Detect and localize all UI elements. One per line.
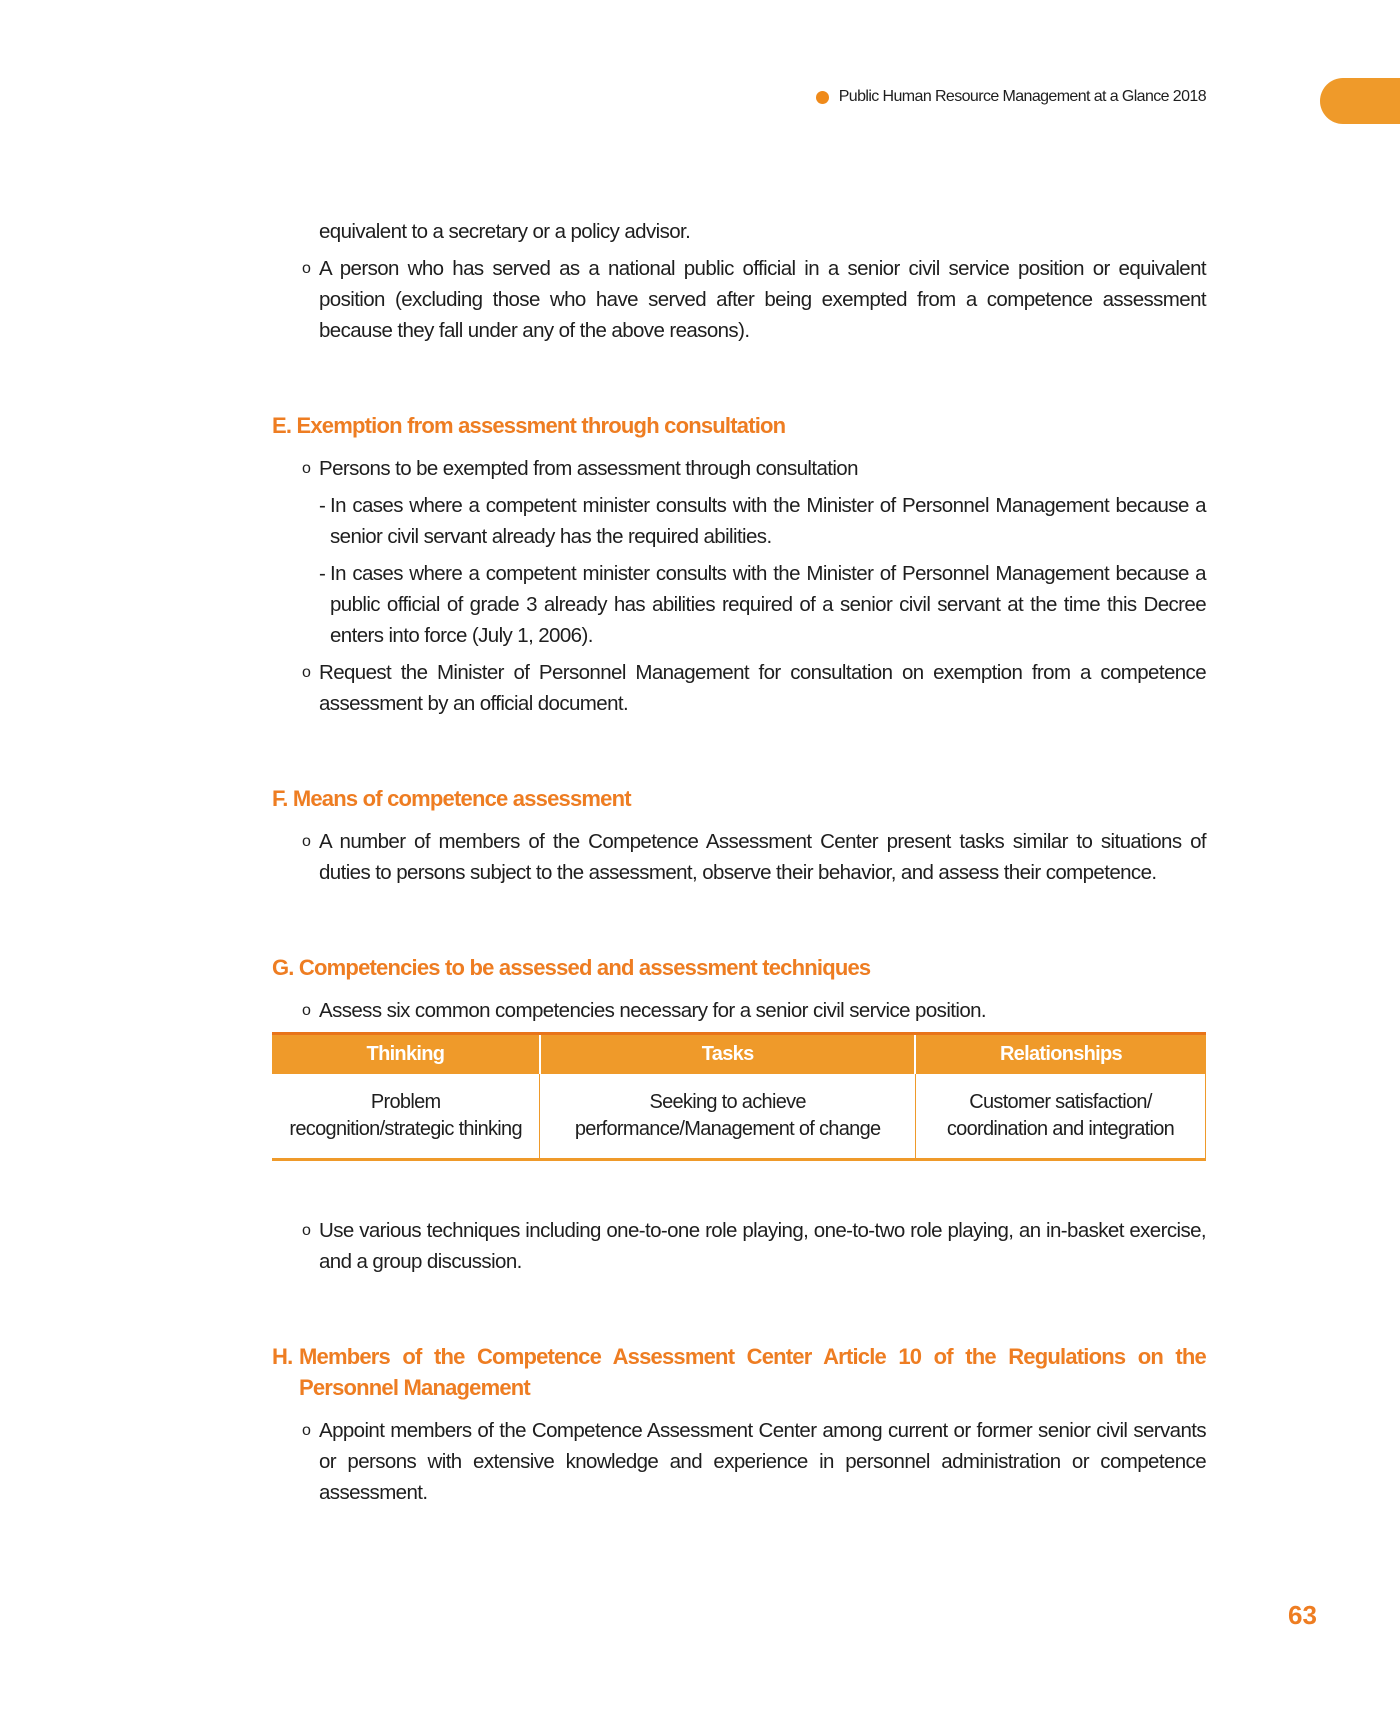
- competencies-table: [272, 1032, 1206, 1161]
- list-item: o Appoint members of the Competence Assessment Center among current or former senior civil servants or persons with extensive knowledge and experience in personnel administration or competence assessment.: [272, 1415, 1206, 1508]
- table-header-cell: Thinking: [272, 1034, 540, 1074]
- list-item: o Assess six common competencies necessary for a senior civil service position.: [272, 995, 1206, 1026]
- table-cell: Customer satisfaction/ coordination and integration: [915, 1074, 1205, 1160]
- circle-bullet-icon: o: [302, 1422, 311, 1439]
- dash-bullet-icon: -: [319, 494, 326, 517]
- section-heading-g: G. Competencies to be assessed and assessment techniques: [272, 955, 871, 980]
- continuation-text: equivalent to a secretary or a policy advisor.: [319, 220, 691, 243]
- list-item: o Use various techniques including one-to-one role playing, one-to-two role playing, an in-basket exercise, and a group discussion.: [272, 1215, 1206, 1277]
- section-heading-e: E. Exemption from assessment through consultation: [272, 413, 786, 438]
- circle-bullet-icon: o: [302, 664, 311, 681]
- section-letter: H.: [272, 1344, 293, 1369]
- section-heading-h: [272, 1341, 1206, 1403]
- header-bullet-icon: [816, 91, 829, 104]
- circle-bullet-icon: o: [302, 260, 311, 277]
- circle-bullet-icon: o: [302, 460, 311, 477]
- list-item: o A number of members of the Competence Assessment Center present tasks similar to situations of duties to persons subject to the assessment, observe their behavior, and assess their competence.: [272, 826, 1206, 888]
- list-item: o Persons to be exempted from assessment through consultation: [272, 453, 1206, 484]
- dash-bullet-icon: -: [319, 562, 326, 585]
- circle-bullet-icon: o: [302, 1222, 311, 1239]
- sub-list-item: - In cases where a competent minister consults with the Minister of Personnel Management because a public official of grade 3 already has abilities required of a senior civil servant at the time this Decree enters into force (July 1, 2006).: [272, 558, 1206, 651]
- table-cell: Seeking to achieve performance/Management of change: [540, 1074, 916, 1160]
- table-cell: Problem recognition/strategic thinking: [272, 1074, 540, 1160]
- header-title: Public Human Resource Management at a Glance 2018: [838, 88, 1206, 105]
- page-number: 63: [1288, 1600, 1317, 1630]
- circle-bullet-icon: o: [302, 1002, 311, 1019]
- section-heading-f: F. Means of competence assessment: [272, 786, 631, 811]
- list-item: o A person who has served as a national public official in a senior civil service position or equivalent position (excluding those who have served after being exempted from a competence assessment because they fall under any of the above reasons).: [272, 253, 1206, 346]
- table-header-cell: Tasks: [540, 1034, 916, 1074]
- table-row: [272, 1074, 1206, 1160]
- table-header-row: [272, 1034, 1206, 1074]
- circle-bullet-icon: o: [302, 833, 311, 850]
- running-header: [816, 88, 1206, 106]
- section-heading-text: Members of the Competence Assessment Center Article 10 of the Regulations on the Personnel Management: [299, 1344, 1206, 1400]
- sub-list-item: - In cases where a competent minister consults with the Minister of Personnel Management because a senior civil servant already has the required abilities.: [272, 490, 1206, 552]
- header-tab: [1320, 78, 1400, 124]
- page-content: [272, 216, 1206, 1514]
- table-header-cell: Relationships: [915, 1034, 1205, 1074]
- list-item: o Request the Minister of Personnel Management for consultation on exemption from a competence assessment by an official document.: [272, 657, 1206, 719]
